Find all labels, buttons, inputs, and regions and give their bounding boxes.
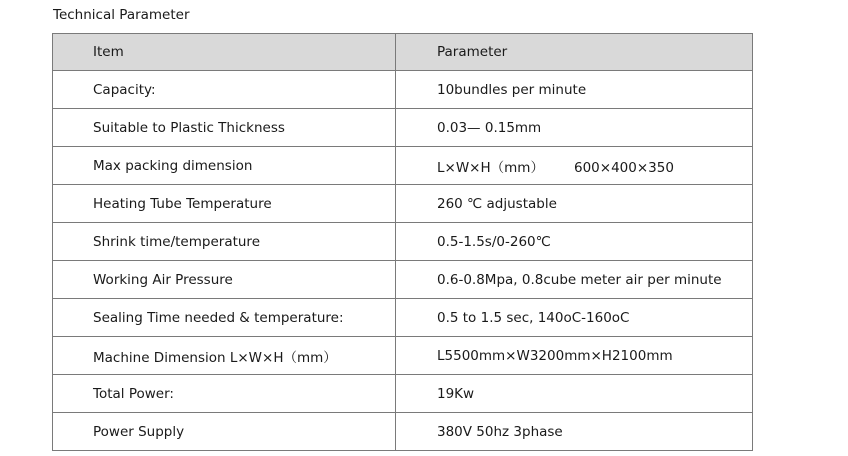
table-row [53, 299, 753, 337]
table-row [53, 71, 753, 109]
row-parameter-cell: 10bundles per minute [396, 71, 753, 109]
table-row [53, 261, 753, 299]
table-row [53, 337, 753, 375]
table-row [53, 185, 753, 223]
row-parameter-cell: L×W×H（mm） 600×400×350 [396, 147, 753, 185]
table-header-row [53, 34, 753, 71]
row-parameter-cell: 260 ℃ adjustable [396, 185, 753, 223]
document-title: Technical Parameter [53, 7, 190, 23]
row-item-cell: Power Supply [53, 413, 396, 451]
row-parameter-cell: 0.03— 0.15mm [396, 109, 753, 147]
table-row [53, 223, 753, 261]
row-parameter-cell: L5500mm×W3200mm×H2100mm [396, 337, 753, 375]
row-item-cell: Suitable to Plastic Thickness [53, 109, 396, 147]
row-item-cell: Shrink time/temperature [53, 223, 396, 261]
header-parameter: Parameter [396, 34, 753, 71]
row-parameter-cell: 0.5 to 1.5 sec, 140oC-160oC [396, 299, 753, 337]
row-parameter-cell: 380V 50hz 3phase [396, 413, 753, 451]
row-item-cell: Sealing Time needed & temperature: [53, 299, 396, 337]
row-item-cell: Machine Dimension L×W×H（mm） [53, 337, 396, 375]
row-item-cell: Capacity: [53, 71, 396, 109]
row-parameter-cell: 0.6-0.8Mpa, 0.8cube meter air per minute [396, 261, 753, 299]
table-row [53, 375, 753, 413]
technical-parameter-table [52, 33, 753, 451]
row-item-cell: Working Air Pressure [53, 261, 396, 299]
table-row [53, 413, 753, 451]
row-item-cell: Max packing dimension [53, 147, 396, 185]
row-item-cell: Heating Tube Temperature [53, 185, 396, 223]
row-item-cell: Total Power: [53, 375, 396, 413]
row-parameter-cell: 19Kw [396, 375, 753, 413]
header-item: Item [53, 34, 396, 71]
table-row [53, 147, 753, 185]
table-row [53, 109, 753, 147]
row-parameter-cell: 0.5-1.5s/0-260℃ [396, 223, 753, 261]
